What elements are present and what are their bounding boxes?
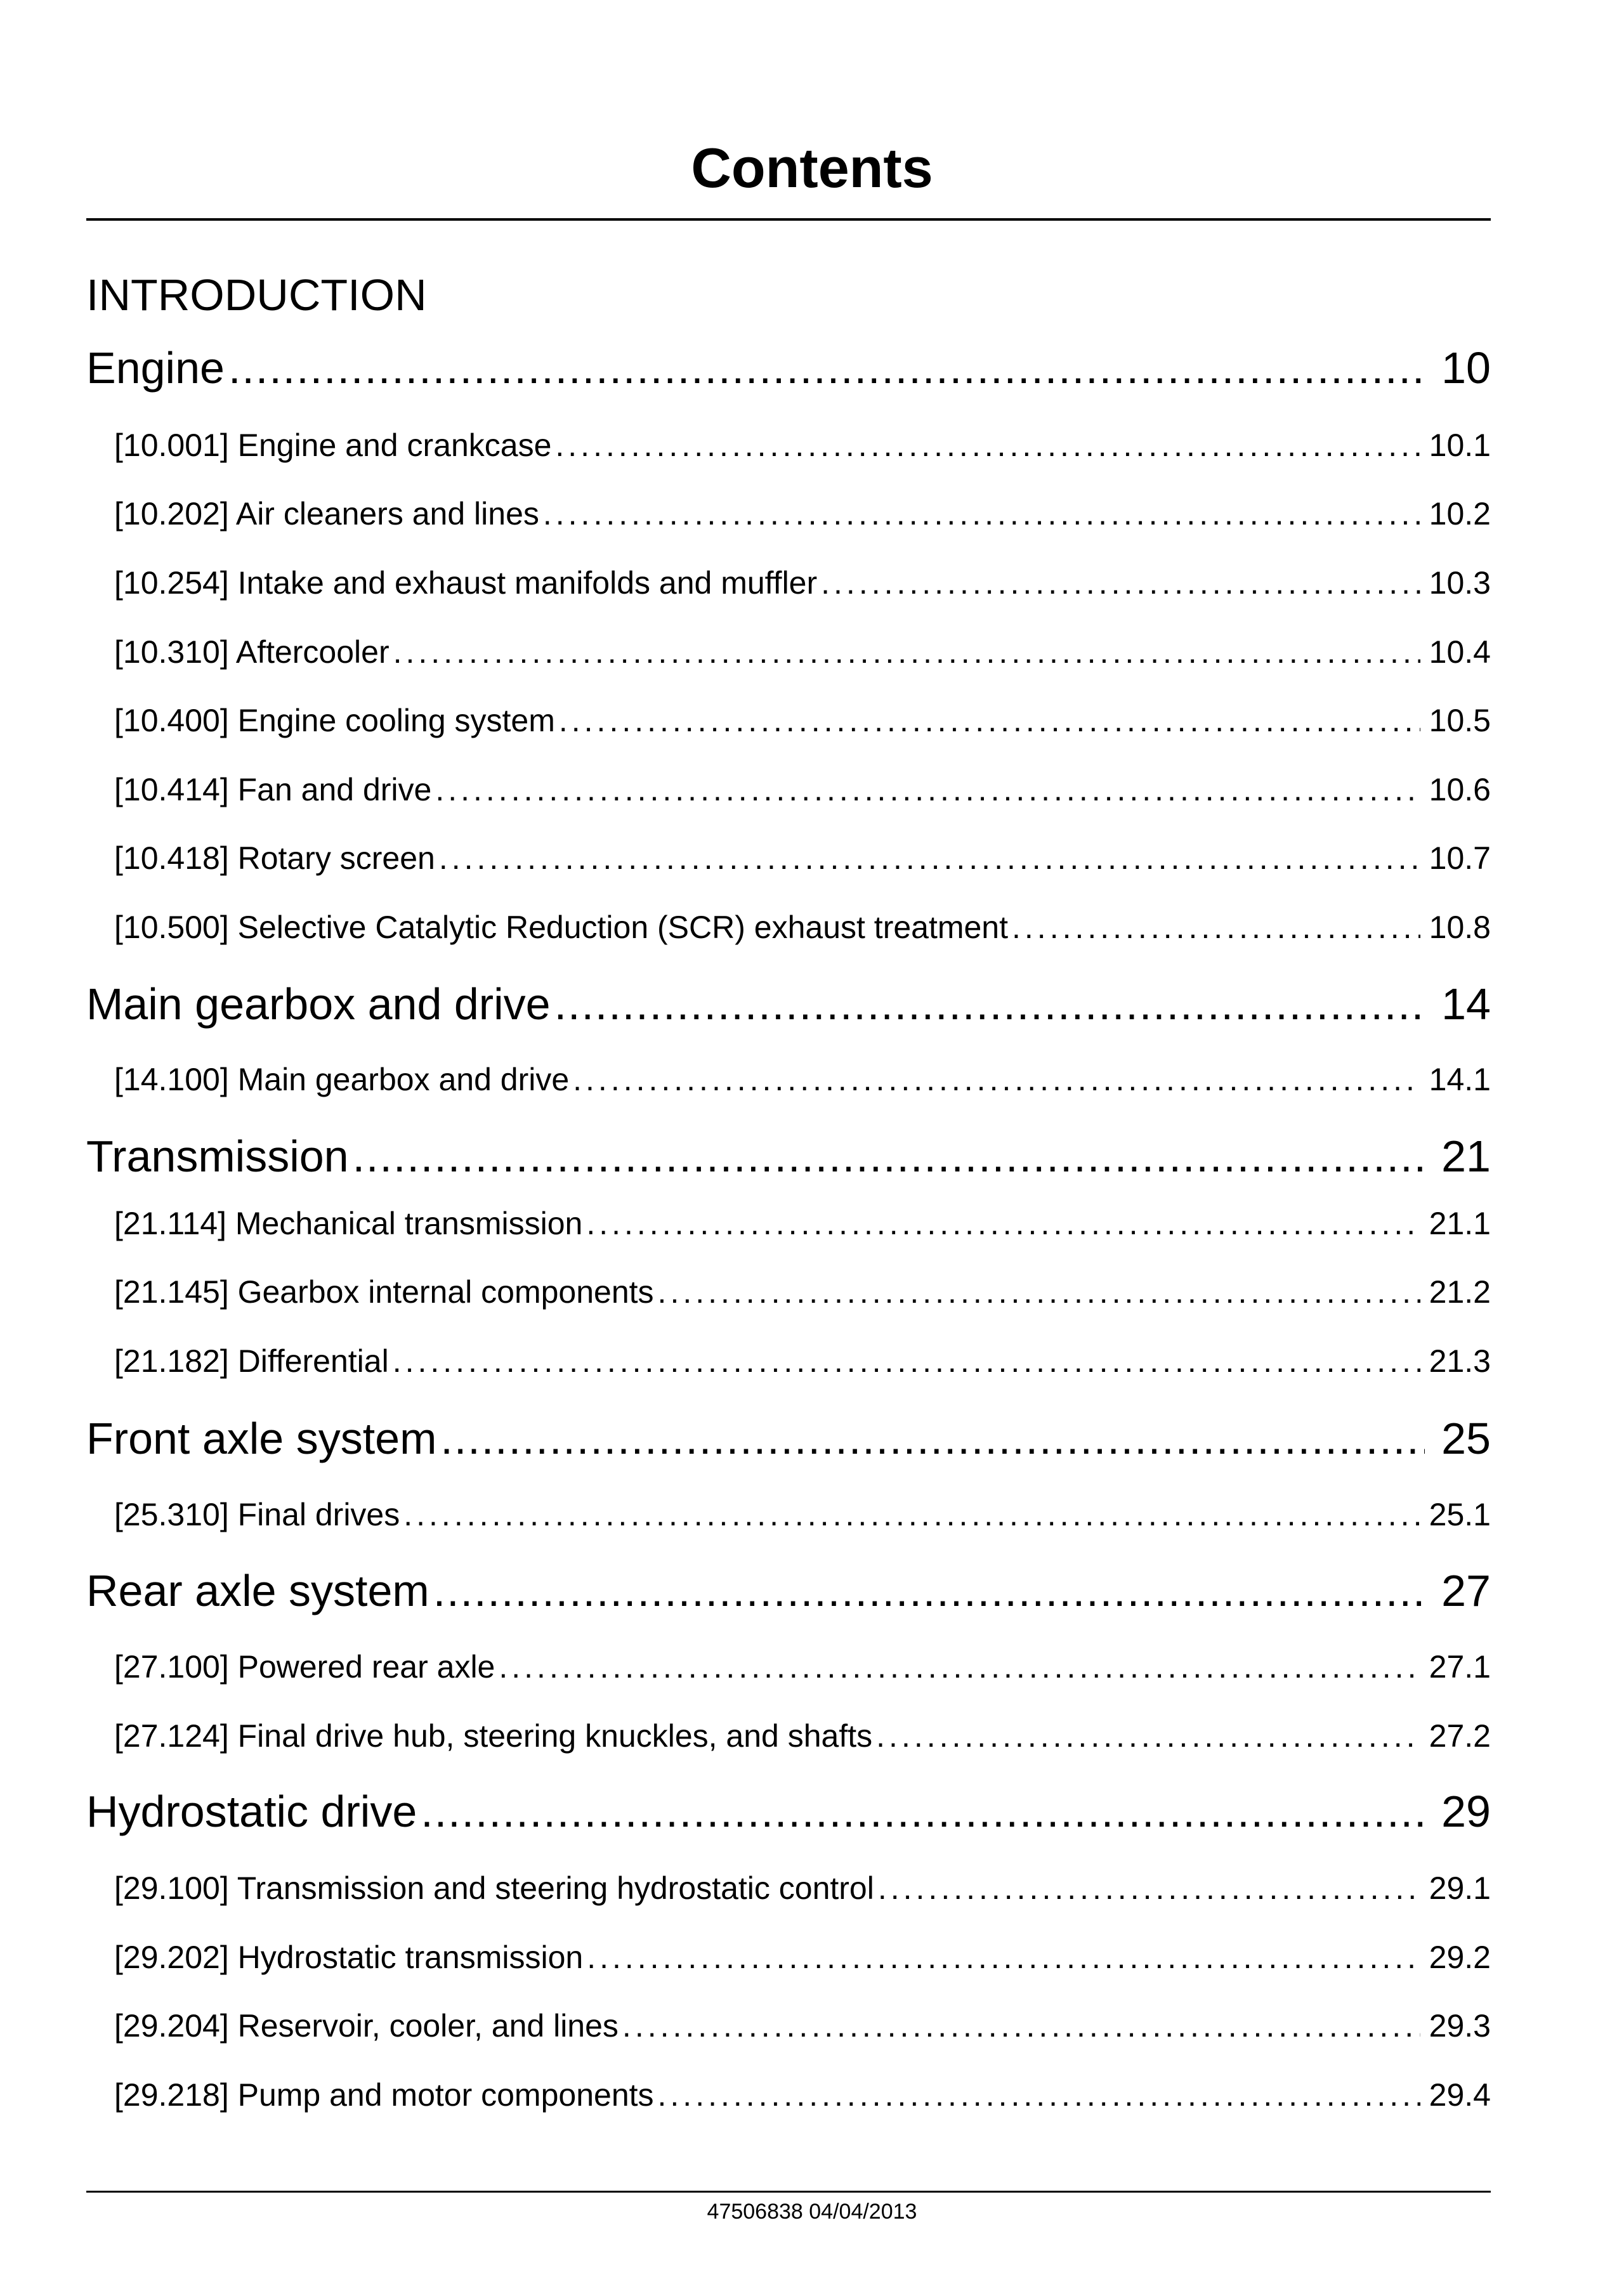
- toc-page-number: 29.3: [1429, 2008, 1491, 2044]
- toc-entry[interactable]: [86, 838, 1491, 878]
- toc-entry[interactable]: [86, 563, 1491, 603]
- toc-entry[interactable]: [86, 2006, 1491, 2046]
- toc-page-number: 29.1: [1429, 1870, 1491, 1906]
- dot-leader: [573, 1059, 1420, 1100]
- toc-page-number: 25: [1441, 1414, 1491, 1463]
- toc-entry[interactable]: [86, 632, 1491, 672]
- dot-leader: [499, 1647, 1420, 1687]
- toc-entry[interactable]: [86, 1272, 1491, 1312]
- toc-page-number: 29: [1441, 1787, 1491, 1836]
- dot-leader: [876, 1716, 1420, 1756]
- toc-entry[interactable]: [86, 493, 1491, 534]
- toc-page-number: 27.2: [1429, 1718, 1491, 1754]
- dot-leader: [543, 493, 1420, 534]
- toc-page-number: 27: [1441, 1566, 1491, 1615]
- toc-entry[interactable]: [86, 769, 1491, 810]
- toc-entry[interactable]: [86, 1716, 1491, 1756]
- toc-entry[interactable]: [86, 1059, 1491, 1100]
- toc-entry[interactable]: [86, 1937, 1491, 1978]
- dot-leader: [878, 1868, 1420, 1908]
- toc-label: [29.204] Reservoir, cooler, and lines: [114, 2008, 619, 2044]
- toc-page-number: 10.6: [1429, 772, 1491, 807]
- toc-label: [21.182] Differential: [114, 1343, 389, 1379]
- toc-label: Front axle system: [86, 1414, 437, 1463]
- page-title: Contents: [691, 136, 933, 199]
- toc-label: [10.001] Engine and crankcase: [114, 427, 552, 463]
- toc-entry[interactable]: [86, 700, 1491, 741]
- dot-leader: [435, 769, 1420, 810]
- toc-page-number: 14: [1441, 979, 1491, 1029]
- dot-leader: [555, 425, 1420, 466]
- toc-section-rear-axle[interactable]: [86, 1562, 1491, 1619]
- dot-leader: [586, 1203, 1420, 1244]
- toc-page-number: 10.4: [1429, 634, 1491, 670]
- dot-leader: [554, 975, 1425, 1033]
- toc-label: Transmission: [86, 1132, 349, 1181]
- toc-page-number: 10.1: [1429, 427, 1491, 463]
- toc-label: [29.100] Transmission and steering hydrostatic control: [114, 1870, 874, 1906]
- toc-page-number: 21.2: [1429, 1274, 1491, 1310]
- toc-section-main-gearbox[interactable]: [86, 975, 1491, 1033]
- toc-label: [27.100] Powered rear axle: [114, 1649, 495, 1685]
- toc-label: [21.145] Gearbox internal components: [114, 1274, 654, 1310]
- dot-leader: [439, 838, 1420, 878]
- toc-entry[interactable]: [86, 1494, 1491, 1535]
- toc-section-hydrostatic-drive[interactable]: [86, 1783, 1491, 1840]
- dot-leader: [228, 339, 1425, 396]
- toc-page-number: 10.8: [1429, 910, 1491, 945]
- dot-leader: [559, 700, 1420, 741]
- toc-page-number: 10.2: [1429, 496, 1491, 532]
- toc-page-number: 21.1: [1429, 1206, 1491, 1241]
- toc-entry[interactable]: [86, 2075, 1491, 2115]
- dot-leader: [403, 1494, 1420, 1535]
- toc-entry[interactable]: [86, 907, 1491, 948]
- toc-label: [10.500] Selective Catalytic Reduction (SCR) exhaust treatment: [114, 910, 1009, 945]
- toc-entry[interactable]: [86, 1203, 1491, 1244]
- toc-page-number: 21.3: [1429, 1343, 1491, 1379]
- toc-label: Engine: [86, 343, 225, 393]
- toc-label: [10.414] Fan and drive: [114, 772, 432, 807]
- dot-leader: [821, 563, 1420, 603]
- dot-leader: [587, 1937, 1420, 1978]
- dot-leader: [658, 2075, 1420, 2115]
- toc-page-number: 10.3: [1429, 565, 1491, 601]
- toc-page-number: 25.1: [1429, 1497, 1491, 1532]
- toc-section-engine[interactable]: [86, 339, 1491, 396]
- dot-leader: [433, 1562, 1425, 1619]
- toc-label: [14.100] Main gearbox and drive: [114, 1062, 570, 1097]
- dot-leader: [440, 1410, 1425, 1467]
- dot-leader: [393, 1341, 1420, 1381]
- footer-divider: [86, 2191, 1491, 2193]
- toc-page-number: 27.1: [1429, 1649, 1491, 1685]
- toc-section-transmission[interactable]: [86, 1128, 1491, 1185]
- toc-page-number: 21: [1441, 1132, 1491, 1181]
- toc-page-number: 29.2: [1429, 1940, 1491, 1975]
- toc-label: [29.202] Hydrostatic transmission: [114, 1940, 584, 1975]
- toc-entry[interactable]: [86, 425, 1491, 466]
- introduction-heading[interactable]: INTRODUCTION: [86, 270, 427, 320]
- dot-leader: [658, 1272, 1420, 1312]
- toc-label: [10.310] Aftercooler: [114, 634, 390, 670]
- toc-label: Main gearbox and drive: [86, 979, 551, 1029]
- toc-label: [10.202] Air cleaners and lines: [114, 496, 539, 532]
- toc-label: [21.114] Mechanical transmission: [114, 1206, 583, 1241]
- toc-page-number: 29.4: [1429, 2077, 1491, 2113]
- dot-leader: [393, 632, 1420, 672]
- toc-section-front-axle[interactable]: [86, 1410, 1491, 1467]
- toc-page-number: 10.5: [1429, 703, 1491, 738]
- dot-leader: [1012, 907, 1420, 948]
- footer-document-id: 47506838 04/04/2013: [707, 2200, 917, 2224]
- toc-label: [25.310] Final drives: [114, 1497, 400, 1532]
- toc-page-number: 10: [1441, 343, 1491, 393]
- toc-entry[interactable]: [86, 1868, 1491, 1908]
- toc-page-number: 10.7: [1429, 840, 1491, 876]
- toc-label: [27.124] Final drive hub, steering knuckles, and shafts: [114, 1718, 873, 1754]
- dot-leader: [421, 1783, 1425, 1840]
- toc-label: Rear axle system: [86, 1566, 429, 1615]
- toc-page-number: 14.1: [1429, 1062, 1491, 1097]
- toc-label: [10.254] Intake and exhaust manifolds and muffler: [114, 565, 818, 601]
- toc-label: [29.218] Pump and motor components: [114, 2077, 654, 2113]
- toc-label: [10.418] Rotary screen: [114, 840, 435, 876]
- toc-entry[interactable]: [86, 1341, 1491, 1381]
- dot-leader: [353, 1128, 1425, 1185]
- dot-leader: [622, 2006, 1420, 2046]
- toc-label: Hydrostatic drive: [86, 1787, 417, 1836]
- toc-entry[interactable]: [86, 1647, 1491, 1687]
- toc-label: [10.400] Engine cooling system: [114, 703, 555, 738]
- title-divider: [86, 218, 1491, 221]
